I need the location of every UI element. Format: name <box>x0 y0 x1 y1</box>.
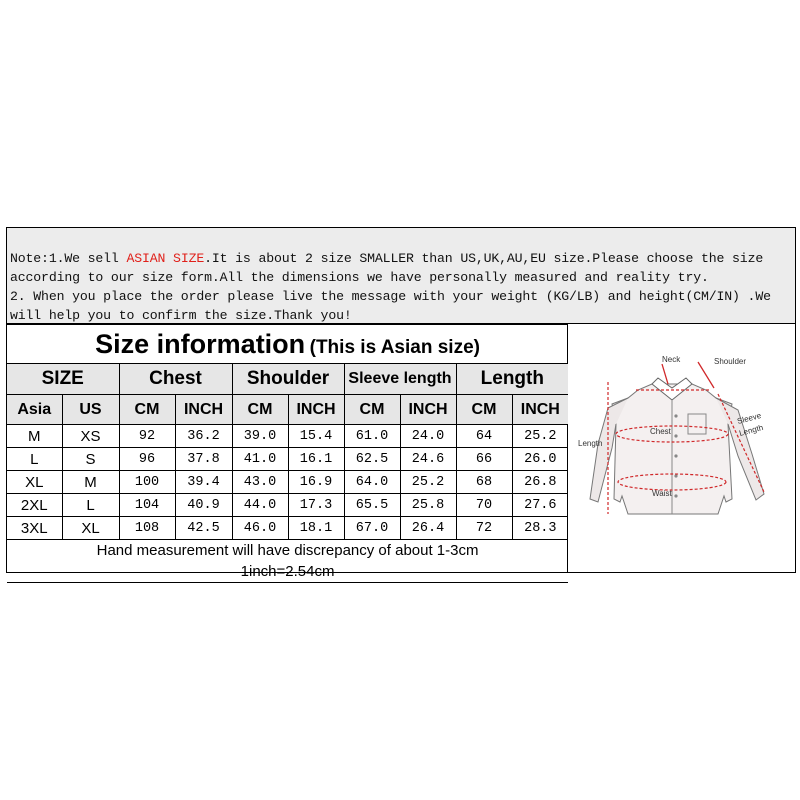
measurement-cell: 96 <box>119 448 175 471</box>
us-size-cell: XL <box>62 517 119 540</box>
size-table <box>7 324 568 583</box>
measurement-cell: 100 <box>119 471 175 494</box>
header-length: Length <box>456 364 568 395</box>
subheader-cell: INCH <box>512 395 568 425</box>
subheader-cell: CM <box>344 395 400 425</box>
measurement-cell: 36.2 <box>175 425 232 448</box>
label-neck: Neck <box>662 355 681 364</box>
measurement-cell: 92 <box>119 425 175 448</box>
table-row <box>7 425 568 448</box>
measurement-cell: 28.3 <box>512 517 568 540</box>
measurement-cell: 70 <box>456 494 512 517</box>
measurement-cell: 46.0 <box>232 517 288 540</box>
header-shoulder: Shoulder <box>232 364 344 395</box>
footnote-inch-conversion: 1inch=2.54cm <box>240 563 335 580</box>
size-note <box>7 228 795 324</box>
measurement-cell: 64.0 <box>344 471 400 494</box>
asia-size-cell: 2XL <box>7 494 62 517</box>
size-chart <box>6 227 796 580</box>
measurement-cell: 42.5 <box>175 517 232 540</box>
measurement-cell: 43.0 <box>232 471 288 494</box>
us-size-cell: S <box>62 448 119 471</box>
measurement-cell: 25.2 <box>512 425 568 448</box>
label-chest: Chest <box>650 427 671 436</box>
measurement-cell: 39.4 <box>175 471 232 494</box>
subheader-cell: INCH <box>288 395 344 425</box>
table-row <box>7 471 568 494</box>
measurement-cell: 26.0 <box>512 448 568 471</box>
measurement-cell: 16.9 <box>288 471 344 494</box>
label-length: Length <box>578 439 603 448</box>
measurement-cell: 67.0 <box>344 517 400 540</box>
measurement-cell: 18.1 <box>288 517 344 540</box>
measurement-cell: 25.8 <box>400 494 456 517</box>
table-footnote <box>7 540 568 583</box>
measurement-cell: 37.8 <box>175 448 232 471</box>
header-sleeve-length: Sleeve length <box>344 364 456 395</box>
us-size-cell: M <box>62 471 119 494</box>
measurement-cell: 61.0 <box>344 425 400 448</box>
label-sleeve: Sleeve <box>736 410 763 426</box>
measurement-cell: 17.3 <box>288 494 344 517</box>
measurement-cell: 27.6 <box>512 494 568 517</box>
subheader-cell: CM <box>232 395 288 425</box>
table-row <box>7 517 568 540</box>
table-title <box>7 325 568 364</box>
subheader-cell: CM <box>456 395 512 425</box>
label-shoulder: Shoulder <box>714 357 747 366</box>
label-sleeve-length: Length <box>738 422 765 438</box>
note-line-4: will help you to confirm the size.Thank you! <box>10 308 352 323</box>
measurement-cell: 24.6 <box>400 448 456 471</box>
shirt-icon <box>568 324 795 572</box>
measurement-cell: 66 <box>456 448 512 471</box>
us-size-cell: XS <box>62 425 119 448</box>
table-title-main: Size information <box>95 328 306 359</box>
note-text: .It is about 2 size SMALLER than US,UK,AU,EU size.Please choose the size <box>204 251 764 266</box>
header-size: SIZE <box>7 364 119 395</box>
measurement-cell: 16.1 <box>288 448 344 471</box>
measurement-diagram <box>568 324 795 572</box>
asia-size-cell: L <box>7 448 62 471</box>
measurement-cell: 24.0 <box>400 425 456 448</box>
measurement-cell: 25.2 <box>400 471 456 494</box>
asia-size-cell: 3XL <box>7 517 62 540</box>
size-table-panel <box>7 324 568 580</box>
subheader-cell: Asia <box>7 395 62 425</box>
table-row <box>7 494 568 517</box>
us-size-cell: L <box>62 494 119 517</box>
table-title-sub: (This is Asian size) <box>309 336 480 358</box>
subheader-cell: US <box>62 395 119 425</box>
measurement-cell: 40.9 <box>175 494 232 517</box>
footnote-discrepancy: Hand measurement will have discrepancy of about 1-3cm <box>96 542 479 559</box>
measurement-cell: 41.0 <box>232 448 288 471</box>
measurement-cell: 108 <box>119 517 175 540</box>
note-line-2: according to our size form.All the dimensions we have personally measured and reality try. <box>10 270 709 285</box>
measurement-cell: 26.8 <box>512 471 568 494</box>
measurement-cell: 72 <box>456 517 512 540</box>
measurement-cell: 64 <box>456 425 512 448</box>
measurement-cell: 15.4 <box>288 425 344 448</box>
subheader-cell: INCH <box>175 395 232 425</box>
table-row <box>7 448 568 471</box>
asian-size-highlight: ASIAN SIZE <box>126 251 205 266</box>
measurement-cell: 68 <box>456 471 512 494</box>
header-chest: Chest <box>119 364 232 395</box>
measurement-cell: 62.5 <box>344 448 400 471</box>
measurement-cell: 39.0 <box>232 425 288 448</box>
subheader-cell: INCH <box>400 395 456 425</box>
note-line-3: 2. When you place the order please live the message with your weight (KG/LB) and height(CM/IN) .We <box>10 289 771 304</box>
label-waist: Waist <box>652 489 672 498</box>
asia-size-cell: M <box>7 425 62 448</box>
measurement-cell: 44.0 <box>232 494 288 517</box>
measurement-cell: 65.5 <box>344 494 400 517</box>
note-line-1 <box>10 249 795 268</box>
measurement-cell: 26.4 <box>400 517 456 540</box>
asia-size-cell: XL <box>7 471 62 494</box>
measurement-cell: 104 <box>119 494 175 517</box>
note-text: Note:1.We sell <box>10 251 127 266</box>
subheader-cell: CM <box>119 395 175 425</box>
